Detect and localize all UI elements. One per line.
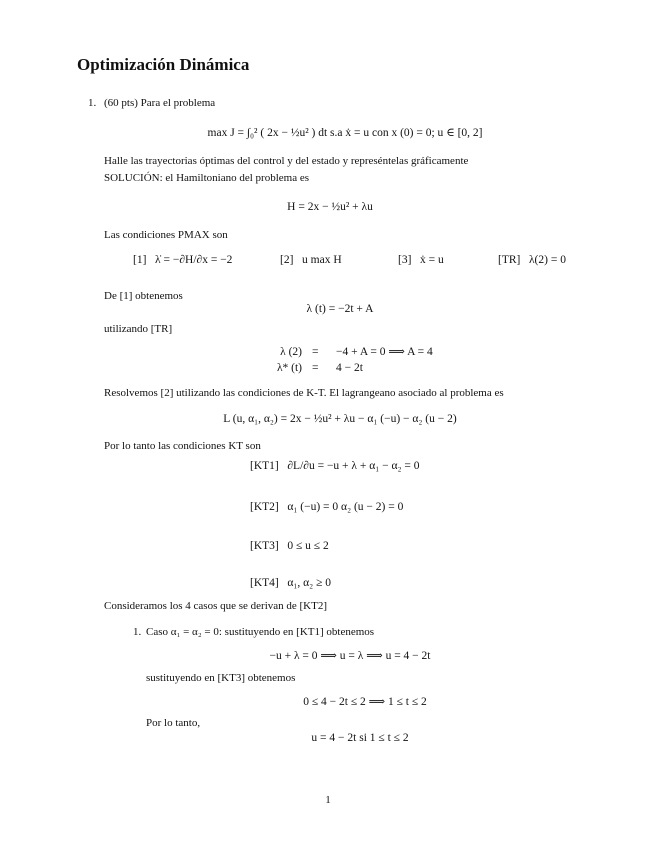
case-1-eq3: u = 4 − 2t si 1 ≤ t ≤ 2: [311, 732, 409, 744]
condition-3: [398, 253, 444, 267]
kt-tag: [KT3]: [250, 540, 279, 552]
kt-expr: α₁, α₂ ≥ 0: [287, 577, 332, 589]
objective-equation: max J = ∫₀² ( 2x − ½u² ) dt s.a ẋ = u con x (0) = 0; u ∈ [0, 2]: [207, 127, 483, 139]
lagrangian-equation: L (u, α₁, α₂) = 2x − ½u² + λu − α₁ (−u) − α₂ (u − 2): [223, 413, 457, 425]
kt-expr: 0 ≤ u ≤ 2: [287, 540, 329, 552]
condition-expr: λ(2) = 0: [528, 254, 566, 266]
condition-2: [280, 253, 342, 267]
condition-tag: [2]: [280, 254, 294, 266]
kt-expr: α₁ (−u) = 0 α₂ (u − 2) = 0: [287, 501, 404, 513]
hamiltonian-equation: H = 2x − ½u² + λu: [287, 201, 373, 213]
kt2: [250, 500, 403, 514]
kt3: [250, 539, 329, 553]
kt-tag: [KT1]: [250, 460, 279, 472]
lambda-star-lhs: λ* (t): [276, 362, 302, 374]
lambda-2-rhs: −4 + A = 0 ⟹ A = 4: [336, 346, 433, 358]
case-1-therefore: Por lo tanto,: [146, 717, 201, 729]
task-text: Halle las trayectorias óptimas del control y del estado y represéntelas gráficamente: [104, 155, 469, 167]
resolve-text: Resolvemos [2] utilizando las condiciones de K-T. El lagrangeano asociado al problema es: [104, 387, 504, 399]
condition-expr: ẋ = u: [420, 254, 444, 266]
kt-expr: ∂L/∂u = −u + λ + α₁ − α₂ = 0: [287, 460, 420, 472]
solution-intro: SOLUCIÓN: el Hamiltoniano del problema es: [104, 172, 309, 184]
condition-expr: λ̇ = −∂H/∂x = −2: [155, 254, 233, 266]
condition-expr: u max H: [302, 254, 342, 266]
page-title: Optimización Dinámica: [77, 55, 250, 74]
lambda-star-eq: =: [312, 362, 319, 374]
case-1-number: 1.: [133, 626, 142, 638]
condition-tag: [1]: [133, 254, 147, 266]
cases-intro: Consideramos los 4 casos que se derivan de [KT2]: [104, 600, 328, 612]
condition-tag: [3]: [398, 254, 412, 266]
lambda-2-lhs: λ (2): [280, 346, 302, 358]
condition-tr: [498, 253, 566, 267]
kt-tag: [KT2]: [250, 501, 279, 513]
page-number: 1: [325, 794, 331, 806]
kt-tag: [KT4]: [250, 577, 279, 589]
kt1: [250, 459, 420, 473]
condition-tag: [TR]: [498, 254, 521, 266]
problem-number: 1.: [88, 97, 97, 109]
case-1-text: Caso α₁ = α₂ = 0: sustituyendo en [KT1] obtenemos: [146, 626, 375, 638]
lambda-t-equation: λ (t) = −2t + A: [306, 303, 374, 315]
using-tr-text: utilizando [TR]: [104, 323, 173, 335]
kt4: [250, 576, 331, 590]
pmax-intro: Las condiciones PMAX son: [104, 229, 228, 241]
kt-intro: Por lo tanto las condiciones KT son: [104, 440, 261, 452]
case-1-sub-kt3: sustituyendo en [KT3] obtenemos: [146, 672, 296, 684]
lambda-star-rhs: 4 − 2t: [336, 362, 363, 374]
case-1-eq2: 0 ≤ 4 − 2t ≤ 2 ⟹ 1 ≤ t ≤ 2: [303, 696, 427, 708]
problem-intro: (60 pts) Para el problema: [104, 97, 216, 109]
condition-1: [133, 253, 232, 267]
lambda-2-eq: =: [312, 346, 319, 358]
case-1-eq1: −u + λ = 0 ⟹ u = λ ⟹ u = 4 − 2t: [269, 650, 431, 662]
from-1-text: De [1] obtenemos: [104, 290, 183, 302]
